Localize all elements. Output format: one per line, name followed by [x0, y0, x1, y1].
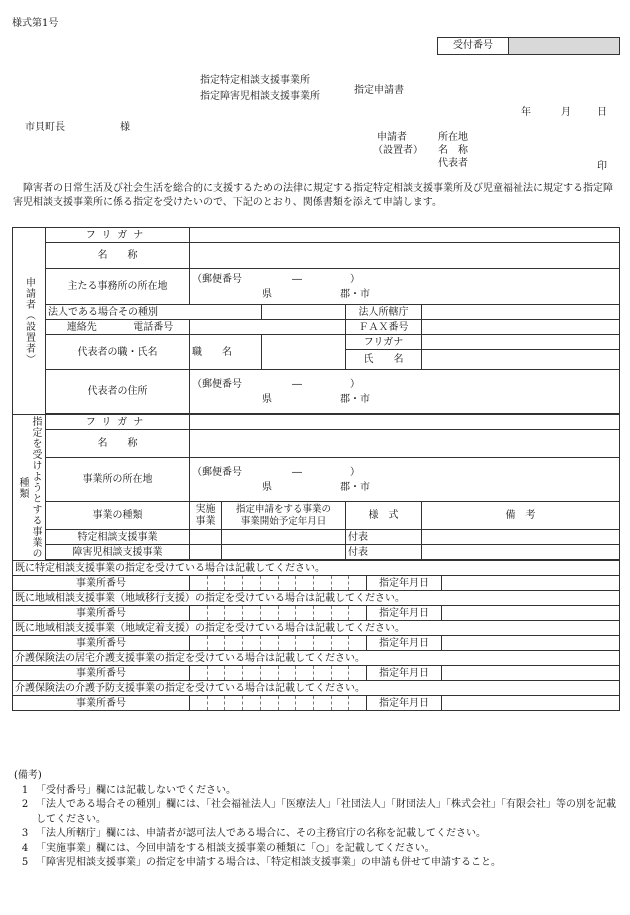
- col-implementation-2: 事業: [195, 515, 216, 527]
- col-implementation: [190, 502, 222, 530]
- existing-heading-1: 既に特定相談支援事業の指定を受けている場合は記載してください。: [13, 561, 620, 576]
- note-text: 「受付番号」欄には記載しないでください。: [36, 784, 236, 796]
- receipt-label: 受付番号: [438, 38, 509, 54]
- title-line1: 指定特定相談支援事業所: [200, 75, 310, 86]
- rep-address-field[interactable]: [190, 370, 620, 414]
- prefecture-label: 県: [262, 288, 272, 300]
- fax-field[interactable]: [422, 320, 620, 335]
- date-day: 日: [597, 107, 607, 118]
- office-postal-dash: ―: [292, 466, 302, 478]
- col-style: 様 式: [346, 502, 422, 530]
- office-number-label-2: 事業所番号: [13, 606, 190, 621]
- rep-postal-label: （郵便番号: [192, 378, 242, 390]
- attachment-1: 付表: [346, 530, 422, 545]
- city-label: 郡・市: [340, 288, 370, 300]
- office-furigana-label: フリガナ: [46, 415, 190, 430]
- applicant-label-2: （設置者）: [373, 145, 423, 156]
- rep-name-field[interactable]: [422, 350, 620, 370]
- col-implementation-1: 実施: [195, 503, 216, 515]
- tel-label: 電話番号: [133, 321, 174, 333]
- contact-label-cell: [46, 320, 190, 335]
- note-text: 「法人所轄庁」欄には、申請者が認可法人である場合に、その主務官庁の名称を記載してください。: [36, 828, 486, 839]
- corp-type-label: 法人である場合その種別: [46, 305, 262, 320]
- applicant-side-label: 申請者（設置者）: [13, 228, 46, 415]
- contact-label: 連絡先: [66, 321, 97, 333]
- applicant-label-1: 申請者: [377, 132, 407, 143]
- office-number-label-1: 事業所番号: [13, 576, 190, 591]
- existing-heading-2: 既に地域相談支援事業（地域移行支援）の指定を受けている場合は記載してください。: [13, 591, 620, 606]
- form-number: 様式第1号: [12, 18, 59, 29]
- date-year: 年: [521, 107, 531, 118]
- postal-close: ）: [350, 273, 360, 285]
- designated-date-field-5[interactable]: [442, 696, 620, 711]
- office-number-field-5[interactable]: [190, 696, 367, 711]
- designated-date-label-1: 指定年月日: [367, 576, 442, 591]
- row-specific-consultation: 特定相談支援事業: [46, 530, 190, 545]
- notes-heading: (備考): [14, 770, 42, 781]
- shoku-label: 職 名: [190, 335, 262, 370]
- note-item: [14, 842, 620, 857]
- attachment-2: 付表: [346, 545, 422, 560]
- office-location-label: 事業所の所在地: [46, 458, 190, 502]
- office-number-field-4[interactable]: [190, 666, 367, 681]
- applicant-address: 所在地: [438, 132, 468, 143]
- fax-label: ＦＡＸ番号: [346, 320, 422, 335]
- existing-heading-5: 介護保険法の介護予防支援事業の指定を受けている場合は記載してください。: [13, 681, 620, 696]
- date-month: 月: [561, 107, 571, 118]
- note-number: 5: [21, 857, 29, 868]
- implementation-field-1[interactable]: [190, 530, 222, 545]
- note-item: [14, 856, 620, 871]
- rep-furigana-label: フリガナ: [346, 335, 422, 350]
- designated-date-label-5: 指定年月日: [367, 696, 442, 711]
- existing-heading-3: 既に地域相談支援事業（地域定着支援）の指定を受けている場合は記載してください。: [13, 621, 620, 636]
- application-table: [12, 227, 620, 711]
- office-number-label-4: 事業所番号: [13, 666, 190, 681]
- title-line2: 指定障害児相談支援事業所: [200, 91, 320, 102]
- notes-section: [14, 769, 620, 871]
- designated-date-field-4[interactable]: [442, 666, 620, 681]
- note-number: 4: [21, 842, 29, 854]
- remarks-field-2[interactable]: [422, 545, 620, 560]
- col-start-date-1: 指定申請をする事業の: [235, 503, 331, 515]
- office-prefecture-label: 県: [262, 481, 272, 493]
- note-number: 3: [21, 828, 29, 839]
- note-text: 「実施事業」欄には、今回申請をする相談支援事業の種類に「○」を記載してください。: [36, 842, 435, 854]
- postal-dash: ―: [292, 273, 302, 285]
- furigana-field[interactable]: [190, 228, 620, 243]
- rep-postal-close: ）: [350, 378, 360, 390]
- office-name-label: 名 称: [46, 430, 190, 458]
- remarks-field-1[interactable]: [422, 530, 620, 545]
- receipt-number-field[interactable]: [509, 38, 619, 54]
- office-postal-label: （郵便番号: [192, 466, 242, 478]
- tel-field[interactable]: [190, 320, 346, 335]
- note-text: 「法人である場合その種別」欄には、「社会福祉法人」「医療法人」「社団法人」「財団法人」「株式会社」「有限会社」等の別を記載してください。: [36, 799, 616, 825]
- note-number: 1: [21, 784, 29, 796]
- note-item: [14, 827, 620, 842]
- office-number-field-3[interactable]: [190, 636, 367, 651]
- rep-postal-dash: ―: [292, 378, 302, 390]
- corp-office-field[interactable]: [422, 305, 620, 320]
- corp-office-label: 法人所轄庁: [346, 305, 422, 320]
- business-side-label: 指定を受けようとする事業の種類: [13, 415, 46, 561]
- existing-heading-4: 介護保険法の居宅介護支援事業の指定を受けている場合は記載してください。: [13, 651, 620, 666]
- designated-date-label-4: 指定年月日: [367, 666, 442, 681]
- office-number-label-5: 事業所番号: [13, 696, 190, 711]
- main-office-label: 主たる事務所の所在地: [46, 269, 190, 305]
- office-city-label: 郡・市: [340, 481, 370, 493]
- applicant-fields: [438, 131, 468, 170]
- col-start-date: [222, 502, 346, 530]
- start-date-field-2[interactable]: [222, 545, 346, 560]
- furigana-label: フリガナ: [46, 228, 190, 243]
- office-number-field-1[interactable]: [190, 576, 367, 591]
- name-field[interactable]: [190, 243, 620, 269]
- rep-address-label: 代表者の住所: [46, 370, 190, 414]
- designated-date-field-2[interactable]: [442, 606, 620, 621]
- rep-prefecture-label: 県: [262, 393, 272, 405]
- rep-title-label: 代表者の職・氏名: [46, 335, 190, 370]
- col-start-date-2: 事業開始予定年月日: [240, 515, 327, 527]
- designated-date-label-3: 指定年月日: [367, 636, 442, 651]
- note-number: 2: [21, 799, 29, 810]
- title-block: [200, 73, 320, 105]
- main-office-address-field[interactable]: [190, 269, 620, 305]
- rep-city-label: 郡・市: [340, 393, 370, 405]
- designated-date-field-1[interactable]: [442, 576, 620, 591]
- office-number-field-2[interactable]: [190, 606, 367, 621]
- note-item: [14, 784, 620, 799]
- col-remarks: 備 考: [422, 502, 620, 530]
- designated-date-field-3[interactable]: [442, 636, 620, 651]
- intro-text: 障害者の日常生活及び社会生活を総合的に支援するための法律に規定する指定特定相談支援事業所及び児童福祉法に規定する指定障害児相談支援事業所に係る指定を受けたいので、下記のとおり、関係書類を添えて申請します。: [13, 183, 613, 208]
- rep-furigana-field[interactable]: [422, 335, 620, 350]
- rep-name-label: 氏 名: [346, 350, 422, 370]
- office-name-field[interactable]: [190, 430, 620, 458]
- start-date-field-1[interactable]: [222, 530, 346, 545]
- title-suffix: 指定申請書: [354, 85, 404, 96]
- note-item: [14, 798, 620, 827]
- addressee-mayor: 市貝町長: [25, 122, 65, 133]
- applicant-name: 名 称: [438, 145, 468, 156]
- row-child-consultation: 障害児相談支援事業: [46, 545, 190, 560]
- seal-mark: 印: [597, 161, 607, 172]
- addressee-sama: 様: [120, 122, 130, 133]
- office-location-field[interactable]: [190, 458, 620, 502]
- office-postal-close: ）: [350, 466, 360, 478]
- col-business-type: 事業の種類: [46, 502, 190, 530]
- note-text: 「障害児相談支援事業」の指定を申請する場合は、「特定相談支援事業」の申請も併せて申請すること。: [36, 857, 501, 868]
- name-label: 名 称: [46, 243, 190, 269]
- postal-label: （郵便番号: [192, 273, 242, 285]
- applicant-label: [373, 131, 423, 157]
- corp-type-field[interactable]: [262, 305, 346, 320]
- shoku-field[interactable]: [262, 335, 346, 370]
- office-furigana-field[interactable]: [190, 415, 620, 430]
- designated-date-label-2: 指定年月日: [367, 606, 442, 621]
- office-number-label-3: 事業所番号: [13, 636, 190, 651]
- applicant-representative: 代表者: [438, 158, 468, 169]
- receipt-box: [437, 37, 620, 55]
- implementation-field-2[interactable]: [190, 545, 222, 560]
